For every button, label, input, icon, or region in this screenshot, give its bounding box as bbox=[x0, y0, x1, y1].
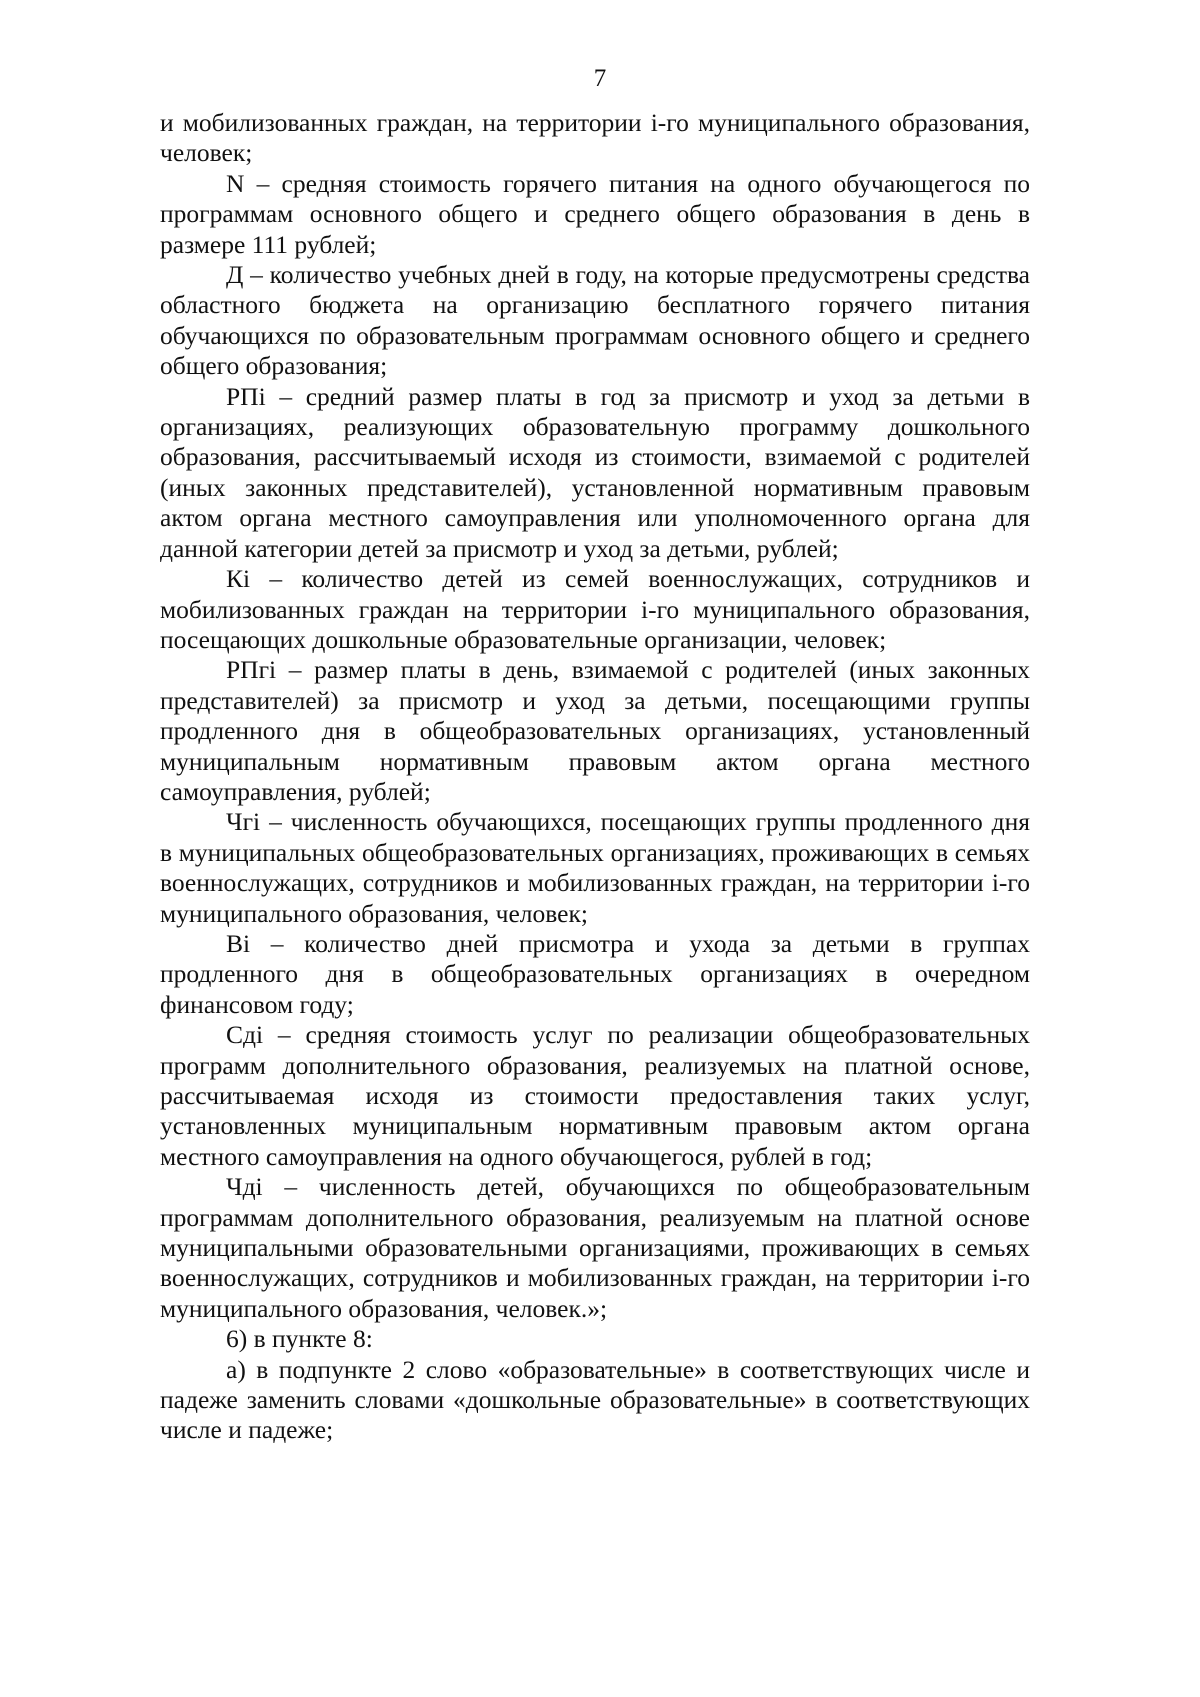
paragraph-definition-chgi: Чгi – численность обучающихся, посещающих группы продленного дня в муниципальных общеобразовательных организациях, проживающих в семьях военнослужащих, сотрудников и мобилизованных граждан, на территории i-го муниципального образования, человек; bbox=[160, 807, 1030, 928]
page-number: 7 bbox=[593, 65, 607, 92]
paragraph-definition-ki: Кi – количество детей из семей военнослужащих, сотрудников и мобилизованных граждан на территории i-го муниципального образования, посещающих дошкольные образовательные организации, человек; bbox=[160, 564, 1030, 654]
paragraph-subitem-a: а) в подпункте 2 слово «образовательные» в соответствующих числе и падеже заменить словами «дошкольные образовательные» в соответствующих числе и падеже; bbox=[160, 1354, 1030, 1445]
document-body bbox=[160, 108, 1030, 1446]
paragraph-definition-n: N – средняя стоимость горячего питания на одного обучающегося по программам основного общего и среднего общего образования в день в размере 111 рублей; bbox=[160, 168, 1030, 259]
paragraph-definition-chdi: Чдi – численность детей, обучающихся по общеобразовательным программам дополнительного образования, реализуемым на платной основе муниципальными образовательными организациями, проживающих в семьях военнослужащих, сотрудников и мобилизованных граждан, на территории i-го муниципального образования, человек.»; bbox=[160, 1172, 1030, 1323]
paragraph-definition-vi: Вi – количество дней присмотра и ухода за детьми в группах продленного дня в общеобразовательных организациях в очередном финансовом году; bbox=[160, 928, 1030, 1019]
paragraph-definition-sdi: Сдi – средняя стоимость услуг по реализации общеобразовательных программ дополнительного образования, реализуемых на платной основе, рассчитываемая исходя из стоимости предоставления таких услуг, установленных муниципальным нормативным правовым актом органа местного самоуправления на одного обучающегося, рублей в год; bbox=[160, 1020, 1030, 1171]
paragraph-definition-d: Д – количество учебных дней в году, на которые предусмотрены средства областного бюджета на организацию бесплатного горячего питания обучающихся по образовательным программам основного общего и среднего общего образования; bbox=[160, 260, 1030, 381]
paragraph-item-6: 6) в пункте 8: bbox=[226, 1324, 373, 1354]
paragraph-definition-rpgi: РПгi – размер платы в день, взимаемой с родителей (иных законных представителей) за присмотр и уход за детьми, посещающими группы продленного дня в общеобразовательных организациях, установленный муниципальным нормативным правовым актом органа местного самоуправления, рублей; bbox=[160, 655, 1030, 806]
paragraph-continuation: и мобилизованных граждан, на территории i-го муниципального образования, человек; bbox=[160, 108, 1030, 168]
paragraph-definition-rpi: РПi – средний размер платы в год за присмотр и уход за детьми в организациях, реализующих образовательную программу дошкольного образования, рассчитываемый исходя из стоимости, взимаемой с родителей (иных законных представителей), установленной нормативным правовым актом органа местного самоуправления или уполномоченного органа для данной категории детей за присмотр и уход за детьми, рублей; bbox=[160, 381, 1030, 563]
